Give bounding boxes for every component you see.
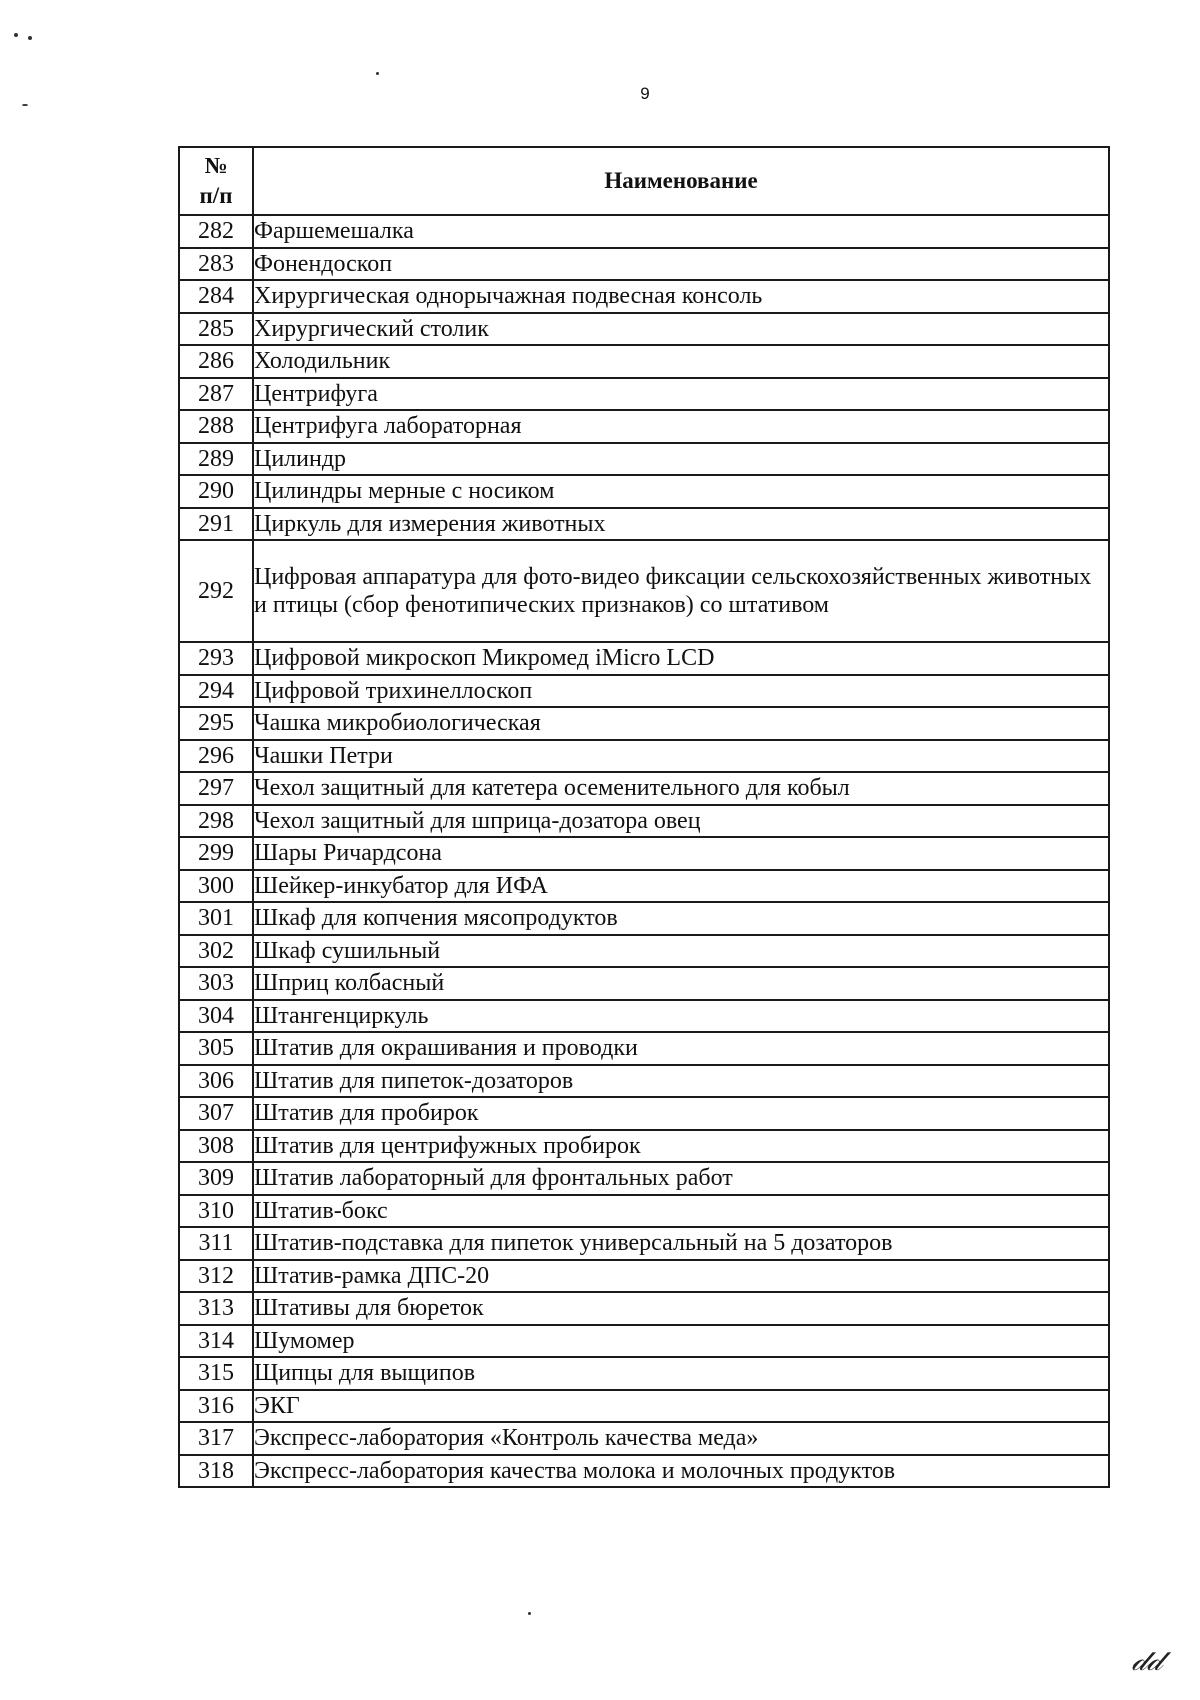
table-row (179, 642, 1109, 675)
table-row (179, 248, 1109, 281)
row-number: 317 (179, 1422, 253, 1455)
table-row (179, 1195, 1109, 1228)
row-number: 289 (179, 443, 253, 476)
row-name: Штатив для пипеток-дозаторов (253, 1065, 1109, 1098)
scan-speck (22, 104, 28, 106)
table-row (179, 1065, 1109, 1098)
table-row (179, 1162, 1109, 1195)
row-name: Чехол защитный для катетера осеменительного для кобыл (253, 772, 1109, 805)
handwritten-signature: 𝒹𝒹 (1131, 1643, 1162, 1678)
row-name: Шейкер-инкубатор для ИФА (253, 870, 1109, 903)
row-name: Шумомер (253, 1325, 1109, 1358)
row-name: Центрифуга (253, 378, 1109, 411)
row-number: 313 (179, 1292, 253, 1325)
row-number: 282 (179, 215, 253, 248)
table-row (179, 1325, 1109, 1358)
row-number: 318 (179, 1455, 253, 1488)
row-name: Экспресс-лаборатория качества молока и молочных продуктов (253, 1455, 1109, 1488)
row-name: Штатив-рамка ДПС-20 (253, 1260, 1109, 1293)
row-number: 297 (179, 772, 253, 805)
row-number: 304 (179, 1000, 253, 1033)
row-name: Цилиндр (253, 443, 1109, 476)
table-row (179, 675, 1109, 708)
scan-speck (528, 1612, 531, 1615)
row-number: 307 (179, 1097, 253, 1130)
row-name: Хирургическая однорычажная подвесная консоль (253, 280, 1109, 313)
table-row (179, 902, 1109, 935)
row-name: Холодильник (253, 345, 1109, 378)
row-number: 295 (179, 707, 253, 740)
row-number: 316 (179, 1390, 253, 1423)
row-number: 286 (179, 345, 253, 378)
scan-speck (28, 36, 32, 40)
table-row (179, 280, 1109, 313)
row-name: Штатив для пробирок (253, 1097, 1109, 1130)
row-number: 302 (179, 935, 253, 968)
row-number: 301 (179, 902, 253, 935)
row-name: Шприц колбасный (253, 967, 1109, 1000)
row-number: 285 (179, 313, 253, 346)
row-name: Чашки Петри (253, 740, 1109, 773)
header-number-symbol: № (204, 153, 228, 178)
page-number: 9 (640, 84, 650, 103)
table-row (179, 313, 1109, 346)
row-number: 283 (179, 248, 253, 281)
row-number: 288 (179, 410, 253, 443)
row-name: Центрифуга лабораторная (253, 410, 1109, 443)
table-row (179, 410, 1109, 443)
row-number: 299 (179, 837, 253, 870)
row-name: Цилиндры мерные с носиком (253, 475, 1109, 508)
row-name: Штатив лабораторный для фронтальных работ (253, 1162, 1109, 1195)
row-name: Экспресс-лаборатория «Контроль качества меда» (253, 1422, 1109, 1455)
row-name: Цифровая аппаратура для фото-видео фиксации сельскохозяйственных животных и птицы (сбор фенотипических признаков) со штативом (253, 540, 1109, 642)
row-number: 303 (179, 967, 253, 1000)
table-row (179, 1390, 1109, 1423)
row-number: 314 (179, 1325, 253, 1358)
row-number: 284 (179, 280, 253, 313)
table-row (179, 870, 1109, 903)
row-name: Фонендоскоп (253, 248, 1109, 281)
row-number: 287 (179, 378, 253, 411)
header-name: Наименование (253, 147, 1109, 215)
table-row (179, 805, 1109, 838)
row-name: Цифровой микроскоп Микромед iMicro LCD (253, 642, 1109, 675)
scan-speck (376, 72, 379, 75)
table-row (179, 475, 1109, 508)
table-row (179, 1422, 1109, 1455)
table-row (179, 345, 1109, 378)
table-row (179, 1032, 1109, 1065)
row-name: Цифровой трихинеллоскоп (253, 675, 1109, 708)
row-number: 315 (179, 1357, 253, 1390)
row-number: 312 (179, 1260, 253, 1293)
table-row (179, 540, 1109, 642)
table-row (179, 935, 1109, 968)
row-number: 308 (179, 1130, 253, 1163)
row-number: 293 (179, 642, 253, 675)
table-row (179, 1357, 1109, 1390)
row-name: Шкаф для копчения мясопродуктов (253, 902, 1109, 935)
row-number: 296 (179, 740, 253, 773)
row-number: 300 (179, 870, 253, 903)
table-row (179, 378, 1109, 411)
table-row (179, 772, 1109, 805)
table-row (179, 1455, 1109, 1488)
row-number: 306 (179, 1065, 253, 1098)
table-row (179, 837, 1109, 870)
row-name: Чехол защитный для шприца-дозатора овец (253, 805, 1109, 838)
row-number: 290 (179, 475, 253, 508)
row-name: ЭКГ (253, 1390, 1109, 1423)
table-row (179, 215, 1109, 248)
table-row (179, 1227, 1109, 1260)
row-number: 311 (179, 1227, 253, 1260)
row-number: 298 (179, 805, 253, 838)
row-name: Штатив-подставка для пипеток универсальный на 5 дозаторов (253, 1227, 1109, 1260)
row-name: Штатив-бокс (253, 1195, 1109, 1228)
table-row (179, 508, 1109, 541)
row-number: 310 (179, 1195, 253, 1228)
row-name: Циркуль для измерения животных (253, 508, 1109, 541)
row-name: Чашка микробиологическая (253, 707, 1109, 740)
header-number-abbr: п/п (199, 183, 233, 208)
table-row (179, 707, 1109, 740)
row-name: Штатив для центрифужных пробирок (253, 1130, 1109, 1163)
header-number (179, 147, 253, 215)
table-row (179, 1292, 1109, 1325)
table-row (179, 1000, 1109, 1033)
table-row (179, 967, 1109, 1000)
row-name: Фаршемешалка (253, 215, 1109, 248)
equipment-table (178, 146, 1110, 1488)
table-row (179, 443, 1109, 476)
table-row (179, 740, 1109, 773)
table-row (179, 1130, 1109, 1163)
row-name: Штангенциркуль (253, 1000, 1109, 1033)
table-row (179, 1260, 1109, 1293)
row-number: 294 (179, 675, 253, 708)
row-name: Хирургический столик (253, 313, 1109, 346)
row-number: 292 (179, 540, 253, 642)
row-name: Штативы для бюреток (253, 1292, 1109, 1325)
table-header-row (179, 147, 1109, 215)
table-row (179, 1097, 1109, 1130)
table-body (179, 215, 1109, 1487)
row-name: Штатив для окрашивания и проводки (253, 1032, 1109, 1065)
row-name: Шкаф сушильный (253, 935, 1109, 968)
scan-speck (14, 33, 18, 37)
row-name: Шары Ричардсона (253, 837, 1109, 870)
row-number: 305 (179, 1032, 253, 1065)
row-number: 309 (179, 1162, 253, 1195)
row-number: 291 (179, 508, 253, 541)
row-name: Щипцы для выщипов (253, 1357, 1109, 1390)
